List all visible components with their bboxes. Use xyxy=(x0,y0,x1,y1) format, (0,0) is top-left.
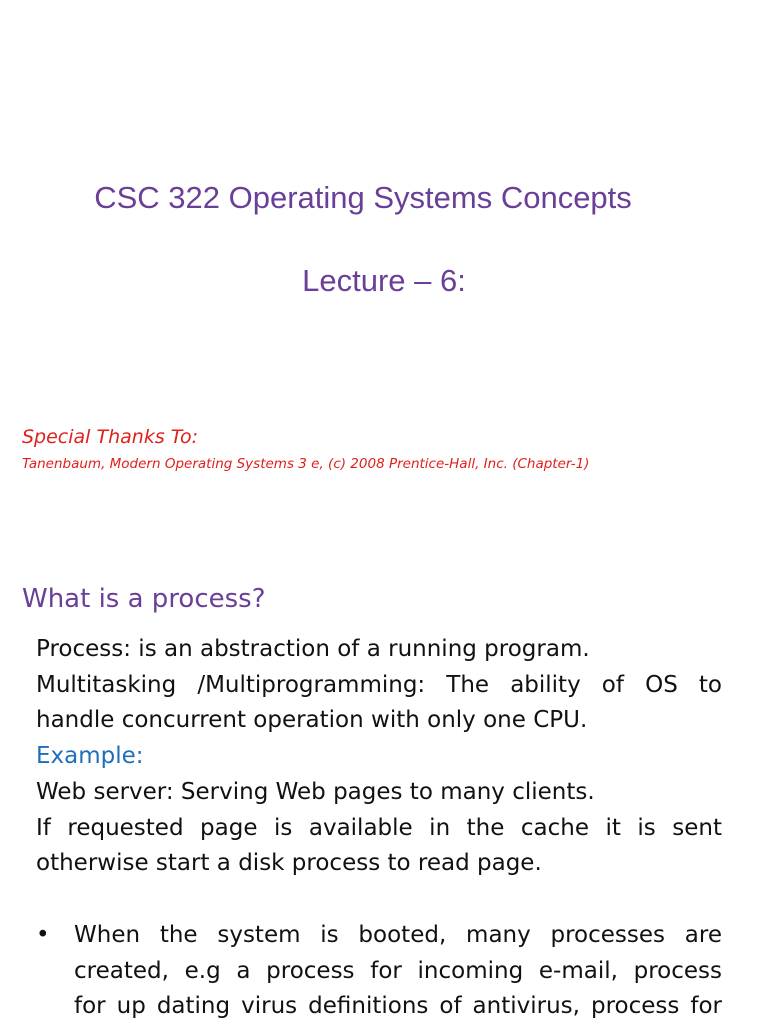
slide-title: CSC 322 Operating Systems Concepts xyxy=(94,180,632,215)
body-line-1: Process: is an abstraction of a running program. xyxy=(36,636,590,662)
bullet-line-2: created, e.g a process for incoming e-mail, process xyxy=(74,957,722,984)
body-line-5: If requested page is available in the cache it is sent xyxy=(36,814,722,841)
bullet-line-1: When the system is booted, many processes are xyxy=(74,921,722,948)
slide-subtitle: Lecture – 6: xyxy=(302,263,466,298)
section-title: What is a process? xyxy=(22,584,266,614)
paragraph-gap xyxy=(36,882,722,918)
bullet-item xyxy=(36,918,722,1025)
body-line-4: Web server: Serving Web pages to many clients. xyxy=(36,778,595,805)
example-label: Example: xyxy=(36,743,144,770)
bullet-line-3: for up dating virus definitions of antivirus, process for xyxy=(74,993,722,1020)
body-line-3: handle concurrent operation with only one CPU. xyxy=(36,707,588,734)
thanks-heading: Special Thanks To: xyxy=(22,426,199,448)
content-slide xyxy=(0,570,768,1024)
thanks-reference: Tanenbaum, Modern Operating Systems 3 e, (c) 2008 Prentice-Hall, Inc. (Chapter-1) xyxy=(22,456,590,472)
slide-body xyxy=(36,632,722,1025)
body-line-2: Multitasking /Multiprogramming: The ability of OS to xyxy=(36,671,722,698)
body-line-6: otherwise start a disk process to read page. xyxy=(36,850,542,877)
bullet-marker: • xyxy=(36,921,50,948)
